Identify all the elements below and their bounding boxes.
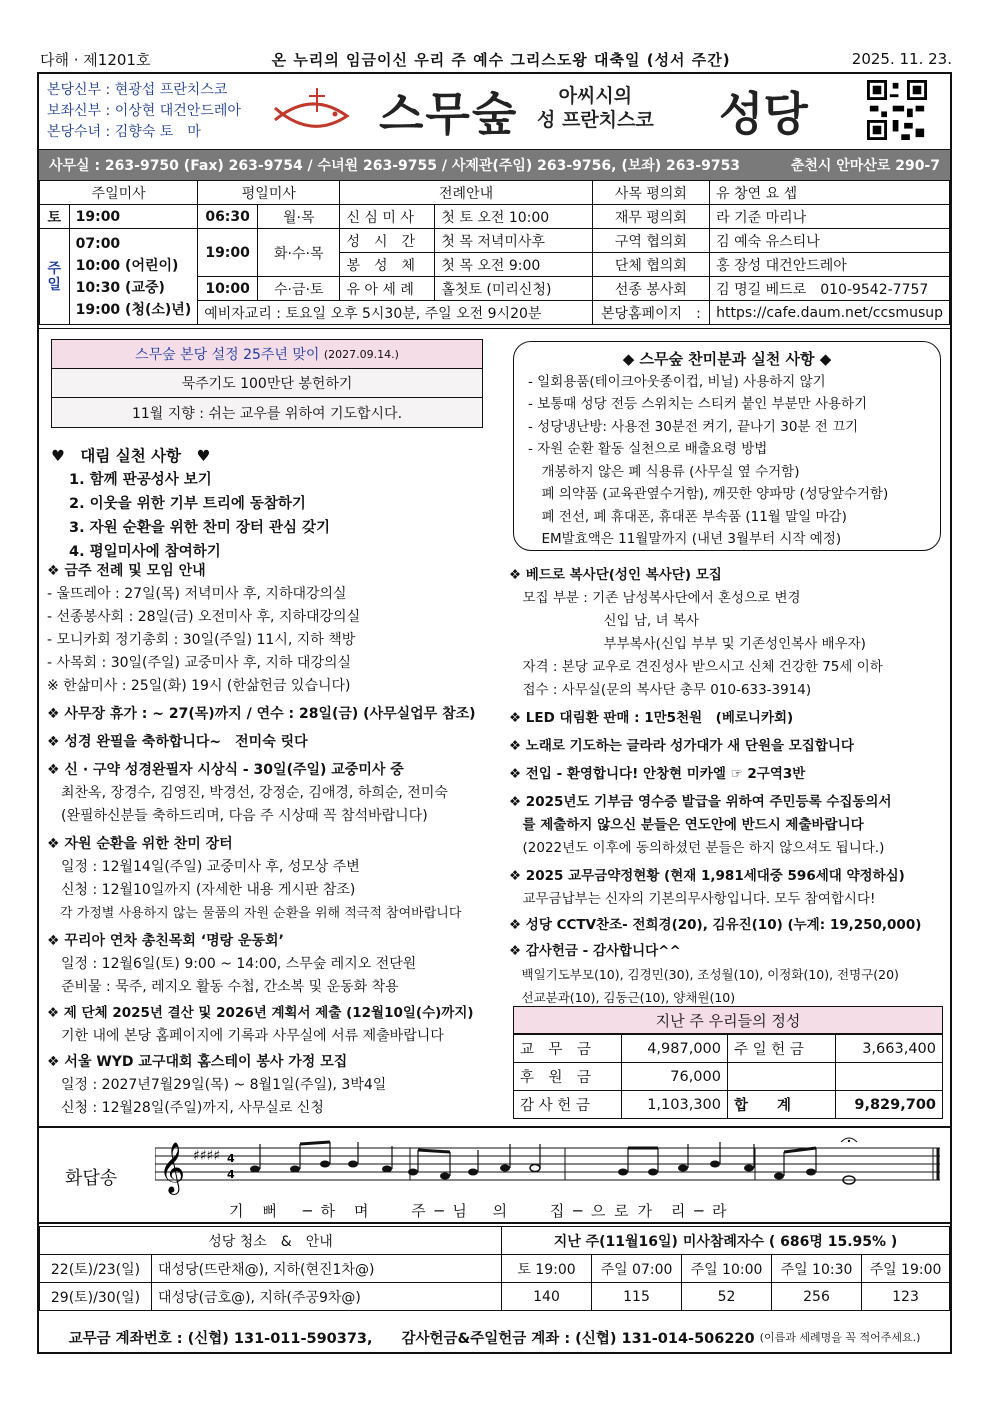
attendance-header: 지난 주(11월16일) 미사참례자수 ( 686명 15.95% ) [502,1227,950,1255]
offering-label: 감 사 헌 금 [514,1091,622,1119]
weekday-time-3: 10:00 [198,277,258,301]
liturgy-name: 유 아 세 례 [340,277,435,301]
sunday-mass-header: 주일미사 [40,181,198,205]
notice-title: ❖ 신 · 구약 성경완필자 시상식 - 30일(주일) 교중미사 중 [47,762,404,778]
clergy-sister: 본당수녀 : 김향숙 토 마 [47,124,201,140]
notice-title: ❖ LED 대림환 판매 : 1만5천원 (베로니카회) [509,710,794,726]
council-name: 구역 협의회 [592,229,709,253]
rosary-goal: 묵주기도 100만단 봉헌하기 [52,369,482,398]
attendance-count: 140 [502,1283,592,1311]
monthly-intention: 11월 지향 : 쉬는 교우를 위하여 기도합시다. [52,398,482,427]
offering-empty [728,1063,836,1091]
council-name: 선종 봉사회 [592,277,709,301]
praise-line: 폐 전선, 폐 휴대폰, 휴대폰 부속품 (11월 말일 마감) [528,508,847,525]
parish-church: 성당 [719,87,808,141]
contact-bar [39,150,950,180]
anniversary-title [52,340,482,369]
treble-clef-icon: 𝄞 [159,1142,186,1193]
liturgy-time: 첫 토 오전 10:00 [435,205,592,229]
weekday-mass-header: 평일미사 [198,181,340,205]
council-member: 홍 장성 대건안드레아 [710,253,950,277]
header [39,74,950,150]
advent-item: 3. 자원 순환을 위한 찬미 장터 관심 갖기 [69,520,331,536]
bulletin-frame [37,72,952,1354]
liturgy-name: 봉 성 체 [340,253,435,277]
weekday-time-2: 19:00 [198,229,258,277]
liturgy-header: 전례안내 [340,181,592,205]
notice-title: ❖ 꾸리아 연차 총친목회 ‘명랑 운동회’ [47,933,284,949]
top-line [40,48,952,70]
advent-item: 2. 이웃을 위한 기부 트리에 동참하기 [69,496,306,512]
subtitle-line1: 아씨시의 [558,85,633,107]
notice-line: 선교분과(10), 김동근(10), 양채원(10) [509,990,736,1005]
clergy-pastor: 본당신부 : 현광섭 프란치스코 [47,82,228,98]
sunday-time: 10:00 (어린이) [75,257,179,274]
psalm-lyrics: 기 뻐 ─ 하 며 주 ─ 님 의 집 ─ 으 로 가 리 ─ 라 [229,1202,729,1220]
mass-time: 주일 10:00 [682,1255,772,1283]
parish-name: 스무숲 [379,87,519,141]
liturgy-name: 성 시 간 [340,229,435,253]
homepage-link[interactable]: https://cafe.daum.net/ccsmusup [710,301,950,325]
notice-title: ❖ 성당 CCTV찬조- 전희경(20), 김유진(10) (누계: 19,250,000) [509,917,922,933]
notice-line: - 울뜨레아 : 27일(목) 저녁미사 후, 지하대강의실 [47,586,347,602]
notice-title: ❖ 2025년도 기부금 영수증 발급을 위하여 주민등록 수집동의서 [509,794,892,810]
praise-line: 개봉하지 않은 폐 식용류 (사무실 옆 수거함) [528,463,800,480]
notice-title: ❖ 제 단체 2025년 결산 및 2026년 계획서 제출 (12월10일(수)까지) [47,1005,474,1021]
notice-line: 를 제출하지 않으신 분들은 연도안에 반드시 제출바랍니다 [509,817,864,833]
offering-amount: 3,663,400 [836,1035,943,1063]
notice-line: 일정 : 2027년7월29일(목) ~ 8월1일(주일), 3박4일 [47,1077,387,1093]
mass-time: 주일 10:30 [772,1255,862,1283]
cleaning-attendance-table [39,1226,950,1311]
notice-line: 최찬옥, 장경수, 김영진, 박경선, 강정순, 김애경, 하희순, 전미숙 [47,785,448,801]
notice-line: - 사목회 : 30일(주일) 교중미사 후, 지하 대강의실 [47,655,352,671]
notice-line: ※ 한삶미사 : 25일(화) 19시 (한삶헌금 있습니다) [47,678,351,694]
clergy-list [47,80,241,143]
contact-address: 춘천시 안마산로 290-7 [790,158,940,174]
offering-label: 후 원 금 [514,1063,622,1091]
notice-line: (2022년도 이후에 동의하셨던 분들은 하지 않으셔도 됩니다.) [509,840,885,856]
praise-box [513,341,941,551]
homepage-label: 본당홈페이지 : [592,301,709,325]
notice-title: ❖ 사무장 휴가 : ~ 27(목)까지 / 연수 : 28일(금) (사무실업무 참조) [47,706,476,722]
mass-time: 주일 19:00 [862,1255,950,1283]
attendance-count: 256 [772,1283,862,1311]
mass-time: 주일 07:00 [592,1255,682,1283]
issue-date: 2025. 11. 23. [851,50,952,68]
offering-empty [836,1063,943,1091]
sunday-time: 07:00 [75,235,121,252]
account-info [39,1320,950,1354]
notice-title: ❖ 성경 완필을 축하합니다~ 전미숙 릿다 [47,734,308,750]
notice-line: 일정 : 12월14일(주일) 교중미사 후, 성모상 주변 [47,859,360,875]
right-notices [509,564,945,1009]
anniversary-text: 스무숲 본당 설정 25주년 맞이 [135,347,320,363]
schedule-table [39,180,950,325]
praise-line: - 일회용품(테이크아웃종이컵, 비닐) 사용하지 않기 [528,373,826,390]
subtitle-line2: 성 프란치스코 [537,109,654,131]
notice-title: ❖ 베드로 복사단(성인 복사단) 모집 [509,567,722,583]
notice-line: 모집 부분 : 기존 남성복사단에서 혼성으로 변경 [509,590,801,606]
feast-title: 온 누리의 임금이신 우리 주 예수 그리스도왕 대축일 (성서 주간) [271,50,731,69]
psalm-response [39,1126,950,1224]
offering-title: 지난 주 우리들의 정성 [513,1006,943,1034]
cleaning-header: 성당 청소 & 안내 [40,1227,502,1255]
issue-number: 다해 · 제1201호 [40,50,151,69]
weekday-days-1: 월·목 [258,205,340,229]
psalm-label: 화답송 [65,1168,118,1189]
sunday-time: 19:00 (청(소)년) [75,301,192,318]
offering-label: 교 무 금 [514,1035,622,1063]
sunday-label: 주일 [40,229,70,325]
offering-total: 9,829,700 [836,1091,943,1119]
offering-amount: 1,103,300 [622,1091,728,1119]
attendance-count: 115 [592,1283,682,1311]
attendance-count: 52 [682,1283,772,1311]
sunday-times [69,229,198,325]
notice-title: ❖ 서울 WYD 교구대회 홈스테이 봉사 가정 모집 [47,1054,348,1070]
sunday-time: 10:30 (교중) [75,279,165,296]
notice-line: 교무금납부는 신자의 기본의무사항입니다. 모두 참여합시다! [509,891,876,907]
notice-line: 백일기도부모(10), 김경민(30), 조성월(10), 이정화(10), 전명구(20) [509,967,899,982]
music-staff-icon [155,1136,945,1200]
notice-line: - 선종봉사회 : 28일(금) 오전미사 후, 지하대강의실 [47,609,361,625]
notice-title: ❖ 노래로 기도하는 글라라 성가대가 새 단원을 모집합니다 [509,738,854,754]
notice-title: ❖ 금주 전례 및 모임 안내 [47,563,206,579]
notice-line: 자격 : 본당 교우로 견진성사 받으시고 신체 건강한 75세 이하 [509,659,883,675]
saturday-time: 19:00 [69,205,198,229]
liturgy-name: 신 심 미 사 [340,205,435,229]
cleaning-date: 29(토)/30(일) [40,1283,152,1311]
cleaning-date: 22(토)/23(일) [40,1255,152,1283]
mass-time: 토 19:00 [502,1255,592,1283]
council-member: 김 명길 베드로 010-9542-7757 [710,277,950,301]
catechumen-info: 예비자교리 : 토요일 오후 5시30분, 주일 오전 9시20분 [198,301,592,325]
parish-subtitle [537,84,654,132]
praise-line: - 성당냉난방: 사용전 30분전 켜기, 끝나기 30분 전 끄기 [528,418,859,435]
notice-line: - 모니카회 정기총회 : 30일(주일) 11시, 지하 책방 [47,632,356,648]
praise-title: ◆ 스무숲 찬미분과 실천 사항 ◆ [622,350,832,368]
council-head: 유 창연 요 셉 [710,181,950,205]
advent-item: 1. 함께 판공성사 보기 [69,472,212,488]
anniversary-box [51,339,483,428]
contact-phones: 사무실 : 263-9750 (Fax) 263-9754 / 수녀원 263-9755 / 사제관(주임) 263-9756, (보좌) 263-9753 [49,158,741,174]
fish-cross-logo-icon [271,82,361,142]
praise-line: 폐 의약품 (교육관옆수거함), 깨끗한 양파망 (성당앞수거함) [528,486,889,502]
liturgy-time: 첫 목 오전 9:00 [435,253,592,277]
clergy-assistant: 보좌신부 : 이상현 대건안드레아 [47,103,241,119]
praise-line: - 자원 순환 활동 실천으로 배출요령 방법 [528,441,768,457]
notice-line: (완필하신분들 축하드리며, 다음 주 시상때 꼭 참석바랍니다) [47,808,428,824]
cleaning-assignment: 대성당(뜨란채@), 지하(현진1차@) [152,1255,502,1283]
council-name: 재무 평의회 [592,205,709,229]
offering-amount: 4,987,000 [622,1035,728,1063]
notice-line: 일정 : 12월6일(토) 9:00 ~ 14:00, 스무숲 레지오 전단원 [47,956,417,972]
notice-title: ❖ 감사헌금 - 감사합니다^^ [509,943,681,959]
weekday-days-3: 수·금·토 [258,277,340,301]
offering-table [513,1034,943,1119]
account-numbers: 교무금 계좌번호 : (신협) 131-011-590373, 감사헌금&주일헌금 계좌 : (신협) 131-014-506220 [68,1330,755,1347]
qr-code-icon[interactable] [867,80,927,140]
account-note: (이름과 세례명을 꼭 적어주세요.) [759,1331,921,1344]
liturgy-time: 첫 목 저녁미사후 [435,229,592,253]
council-name: 단체 협의회 [592,253,709,277]
notice-title: ❖ 전입 - 환영합니다! 안창현 미카엘 ☞ 2구역3반 [509,766,806,782]
left-notices [47,560,507,1120]
notice-line: 준비물 : 묵주, 레지오 활동 수첩, 간소복 및 운동화 착용 [47,979,399,995]
divider [39,328,950,329]
weekday-time-1: 06:30 [198,205,258,229]
weekday-days-2: 화·수·목 [258,229,340,277]
notice-line: 신청 : 12월28일(주일)까지, 사무실로 신청 [47,1100,324,1116]
sharp-icon: ♯♯♯♯ [193,1148,221,1164]
saturday-label: 토 [40,205,70,229]
time-sig-icon: 4 [227,1168,235,1181]
offering-label: 주 일 헌 금 [728,1035,836,1063]
offering-label: 합 계 [728,1091,836,1119]
notice-line: 접수 : 사무실(문의 복사단 총무 010-633-3914) [509,682,812,698]
council-member: 라 기준 마리나 [710,205,950,229]
praise-line: - 보통때 성당 전등 스위치는 스티커 붙인 부분만 사용하기 [528,396,868,412]
offering-amount: 76,000 [622,1063,728,1091]
time-sig-icon: 4 [227,1152,235,1165]
praise-line: EM발효액은 11월말까지 (내년 3월부터 시작 예정) [528,531,842,547]
liturgy-time: 홀첫토 (미리신청) [435,277,592,301]
advent-practices [51,444,330,564]
notice-line: 각 가정별 사용하지 않는 물품의 자원 순환을 위해 적극적 참여바랍니다 [47,906,462,921]
offering-box [513,1006,943,1119]
advent-item: 4. 평일미사에 참여하기 [69,544,221,560]
notice-line: 기한 내에 본당 홈페이지에 기록과 사무실에 서류 제출바랍니다 [47,1028,444,1044]
notice-title: ❖ 2025 교무금약정현황 (현재 1,981세대중 596세대 약정하심) [509,868,905,884]
advent-title: ♥ 대림 실천 사항 ♥ [51,447,211,465]
council-header: 사목 평의회 [592,181,709,205]
anniversary-date: (2027.09.14.) [323,347,399,361]
notice-line: 부부복사(신입 부부 및 기존성인복사 배우자) [509,636,866,652]
notice-line: 신입 남, 녀 복사 [509,613,699,629]
notice-title: ❖ 자원 순환을 위한 찬미 장터 [47,836,233,852]
attendance-count: 123 [862,1283,950,1311]
cleaning-assignment: 대성당(금호@), 지하(주공9차@) [152,1283,502,1311]
council-member: 김 예숙 유스티나 [710,229,950,253]
notice-line: 신청 : 12월10일까지 (자세한 내용 게시판 참조) [47,882,356,898]
